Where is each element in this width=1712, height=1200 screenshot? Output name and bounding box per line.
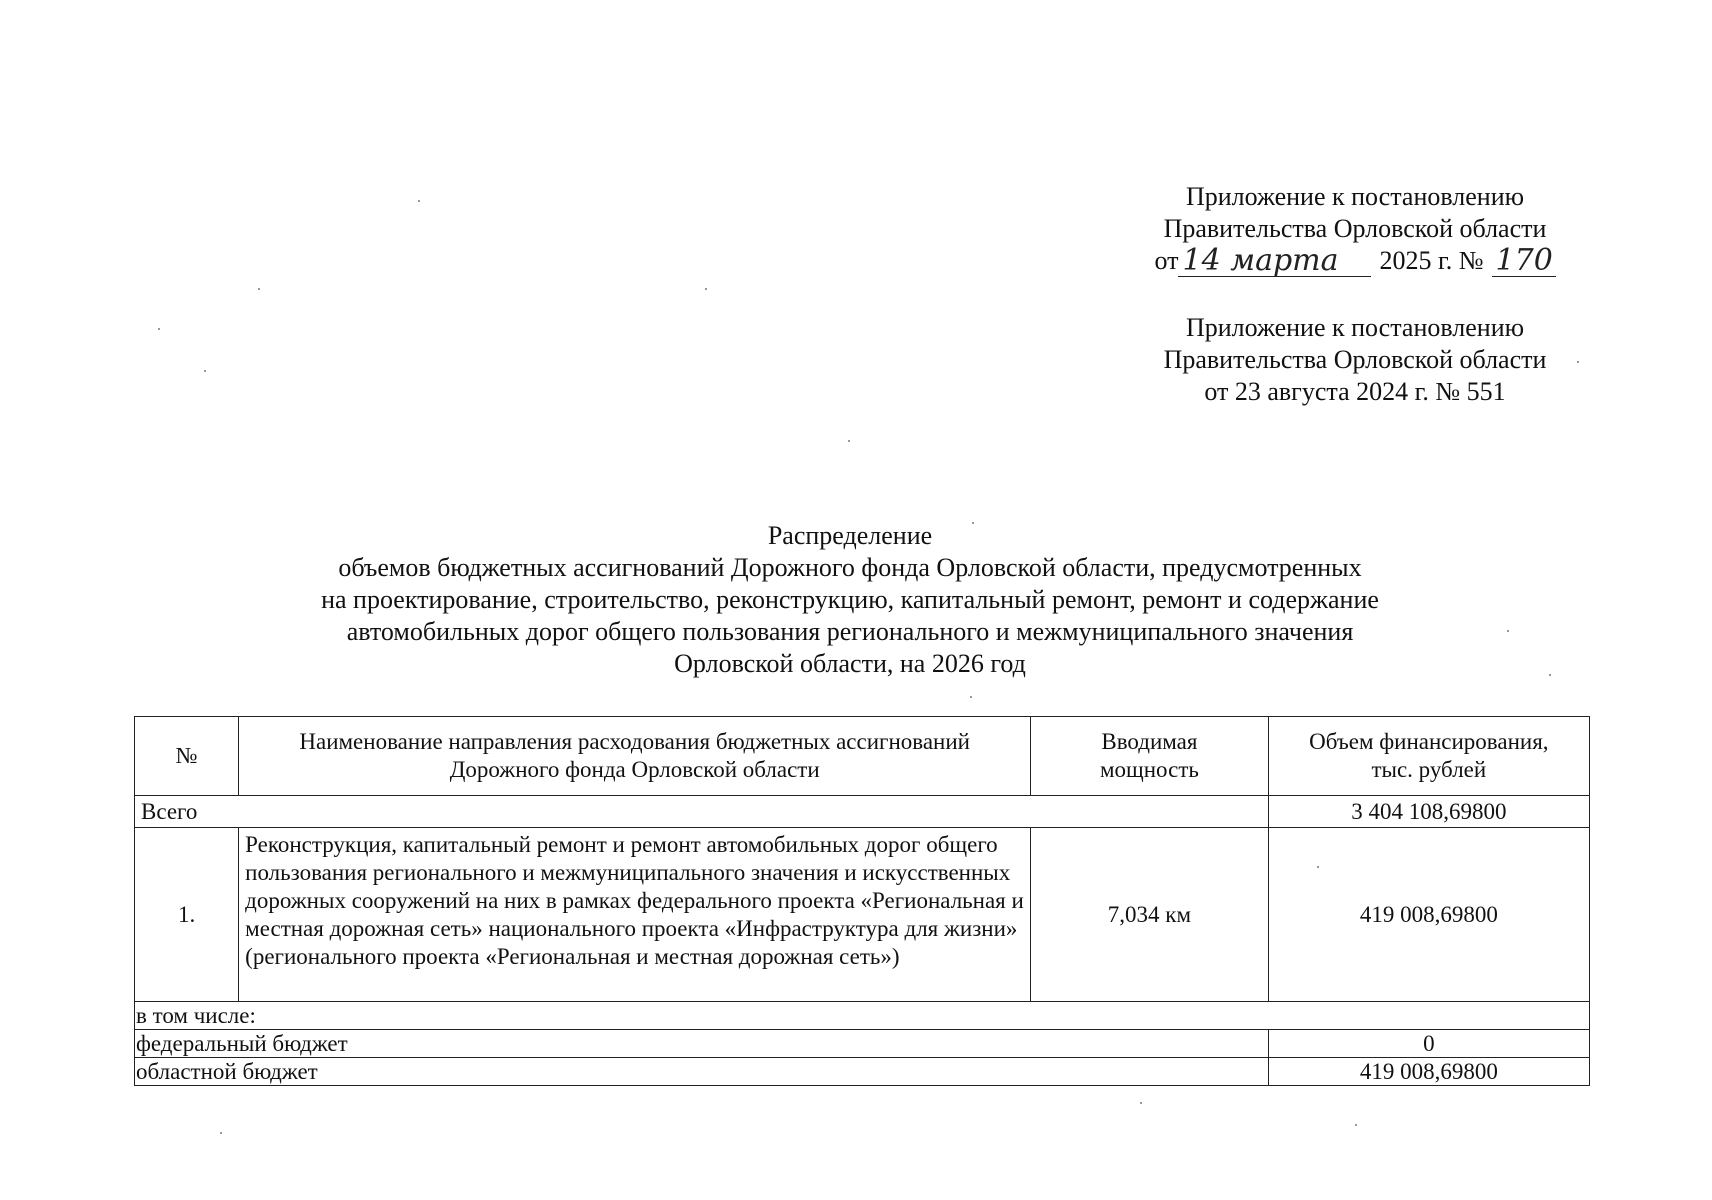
- appendix-line-2: Правительства Орловской области: [1163, 345, 1547, 374]
- header-num: №: [135, 717, 239, 796]
- scan-speck: [158, 328, 160, 330]
- title-line-2: объемов бюджетных ассигнований Дорожного фонда Орловской области, предусмотренных: [338, 553, 1362, 582]
- header-name-line-1: Наименование направления расходования бюджетных ассигнований: [299, 729, 970, 754]
- scan-speck: [848, 440, 850, 442]
- header-financing: [1268, 717, 1589, 796]
- item-financing: 419 008,69800: [1268, 828, 1589, 1002]
- appendix-line-2: Правительства Орловской области: [1163, 214, 1547, 243]
- item-capacity: 7,034 км: [1031, 828, 1268, 1002]
- scan-speck: [1140, 1102, 1142, 1104]
- item-description: Реконструкция, капитальный ремонт и ремонт автомобильных дорог общего пользования регионального и межмуниципального значения и искусственных дорожных сооружений на них в рамках федерального проекта «Региональная и местная дорожная сеть» национального проекта «Инфраструктура для жизни» (регионального проекта «Региональная и местная дорожная сеть»): [239, 828, 1031, 1002]
- federal-value: 0: [1268, 1030, 1589, 1058]
- header-financing-line-2: тыс. рублей: [1371, 757, 1487, 782]
- decree-year-label: 2025 г. №: [1379, 246, 1484, 275]
- appendix-line-1: Приложение к постановлению: [1185, 182, 1525, 211]
- scan-speck: [970, 696, 972, 698]
- scan-speck: [418, 200, 420, 202]
- table-row-including: [135, 1002, 1590, 1030]
- header-capacity-line-1: Вводимая: [1101, 729, 1198, 754]
- scan-speck: [1507, 630, 1509, 632]
- header-capacity: [1031, 717, 1268, 796]
- federal-label: федеральный бюджет: [135, 1030, 1269, 1058]
- allocation-table: [134, 716, 1590, 1086]
- regional-value: 419 008,69800: [1268, 1058, 1589, 1086]
- header-name: [239, 717, 1031, 796]
- header-capacity-line-2: мощность: [1099, 757, 1199, 782]
- appendix-header-current: [1120, 181, 1590, 277]
- scan-speck: [1355, 1124, 1357, 1126]
- document-title: [200, 520, 1500, 680]
- handwritten-date: 14 марта: [1178, 246, 1371, 277]
- table-row-federal: [135, 1030, 1590, 1058]
- header-financing-line-1: Объем финансирования,: [1309, 729, 1549, 754]
- total-label: Всего: [135, 796, 1269, 828]
- scan-speck: [220, 1132, 222, 1134]
- table-row-total: [135, 796, 1590, 828]
- title-line-3: на проектирование, строительство, реконструкцию, капитальный ремонт, ремонт и содержание: [321, 585, 1379, 614]
- scan-speck: [1317, 866, 1319, 868]
- header-name-line-2: Дорожного фонда Орловской области: [449, 757, 820, 782]
- title-line-4: автомобильных дорог общего пользования регионального и межмуниципального значения: [346, 617, 1354, 646]
- table-row-regional: [135, 1058, 1590, 1086]
- date-prefix: от: [1154, 246, 1179, 275]
- total-value: 3 404 108,69800: [1268, 796, 1589, 828]
- item-num: 1.: [135, 828, 239, 1002]
- scan-speck: [1577, 361, 1579, 363]
- scan-speck: [258, 288, 260, 290]
- title-line-5: Орловской области, на 2026 год: [674, 649, 1026, 678]
- table-row-item-1: [135, 828, 1590, 1002]
- appendix-line-1: Приложение к постановлению: [1185, 313, 1525, 342]
- scan-speck: [705, 288, 707, 290]
- appendix-line-3: от 23 августа 2024 г. № 551: [1204, 377, 1506, 406]
- title-line-1: Распределение: [767, 521, 933, 550]
- including-label: в том числе:: [135, 1002, 1590, 1030]
- table-header-row: [135, 717, 1590, 796]
- handwritten-decree-number: 170: [1492, 246, 1556, 277]
- regional-label: областной бюджет: [135, 1058, 1269, 1086]
- scan-speck: [204, 370, 206, 372]
- scan-speck: [1549, 674, 1551, 676]
- scan-speck: [972, 522, 974, 524]
- appendix-date-line: [1120, 245, 1590, 277]
- appendix-header-previous: [1120, 312, 1590, 408]
